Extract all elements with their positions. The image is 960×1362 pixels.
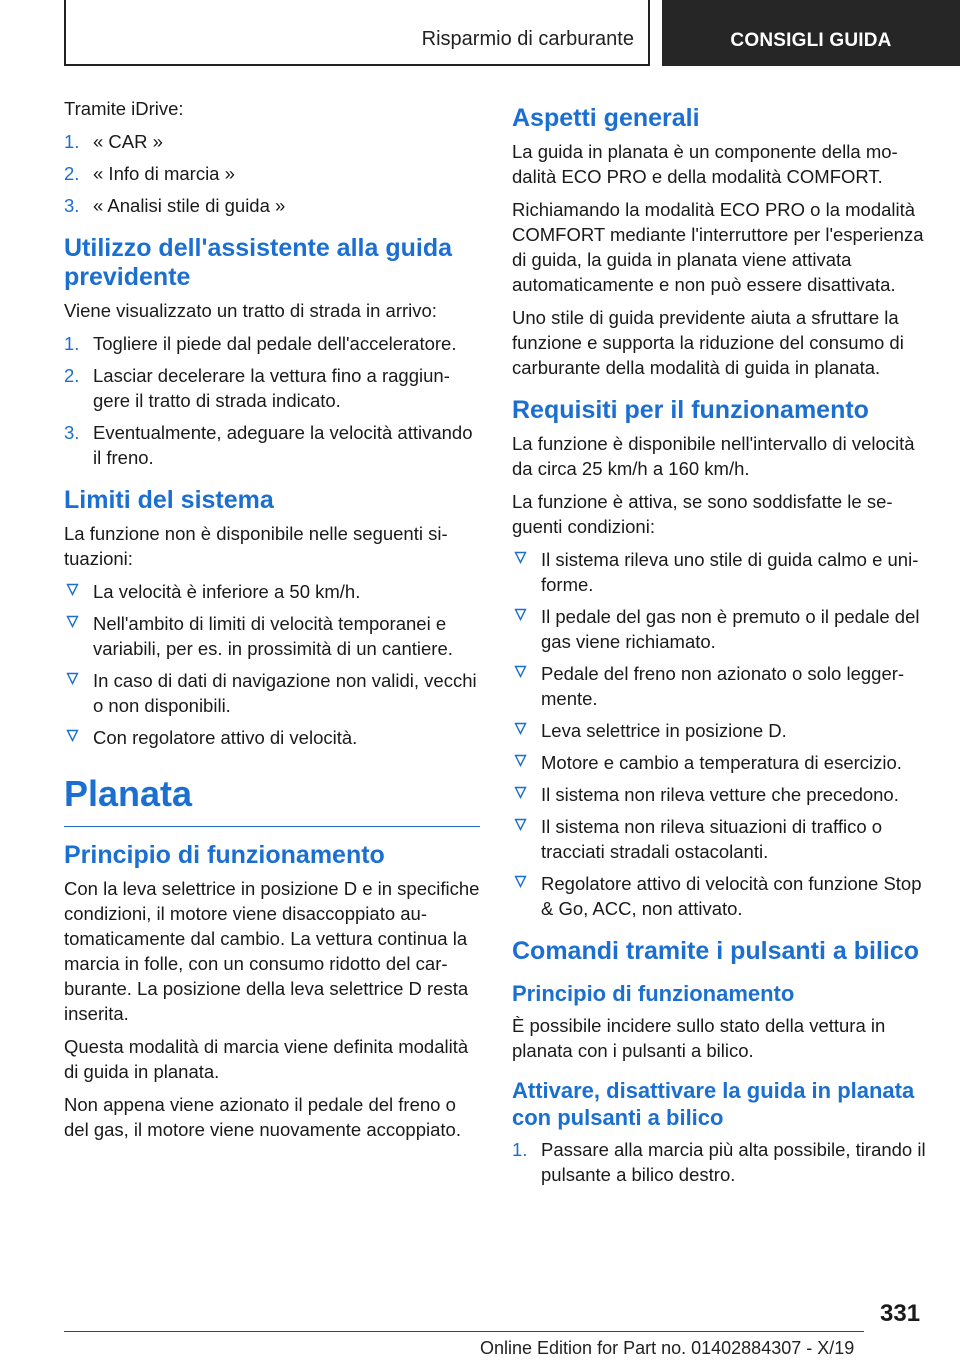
step-number: 1.: [64, 333, 80, 354]
list-item: 1. « CAR »: [64, 131, 163, 152]
list-item: In caso di dati di navigazione non validi, vecchi o non disponibili.: [64, 668, 480, 718]
general-heading: Aspetti generali: [512, 104, 700, 132]
list-item: 2. Lasciar decelerare la vettura fino a raggiungere il tratto di strada indicato.: [64, 365, 450, 411]
general-paragraph-2: Richiamando la modalità ECO PRO o la modalità COMFORT mediante l'interruttore per l'esperienza di guida, la guida in planata viene attivata automaticamente e non può essere disattivata.: [512, 199, 924, 295]
assist-heading: Utilizzo dell'assistente alla guida previdente: [64, 234, 452, 291]
step-number: 3.: [64, 422, 80, 443]
header-frame: [64, 0, 650, 66]
requirements-heading: Requisiti per il funzionamento: [512, 396, 869, 424]
idrive-intro: Tramite iDrive:: [64, 98, 184, 119]
list-item: Il sistema rileva uno stile di guida calmo e uniforme.: [512, 547, 928, 597]
step-number: 1.: [64, 131, 80, 152]
idrive-menu-steps: [64, 129, 480, 218]
right-column: [512, 96, 928, 1195]
general-paragraph-3: Uno stile di guida previdente aiuta a sfruttare la funzione e supporta la riduzione del consumo di carburante della modalità di guida in planata.: [512, 307, 904, 378]
header-chapter-tab: CONSIGLI GUIDA: [662, 0, 960, 66]
paddle-principle-heading: Principio di funzionamento: [512, 981, 795, 1006]
limits-intro: La funzione non è disponibile nelle seguenti situazioni:: [64, 523, 448, 569]
triangle-bullet-icon: [66, 729, 79, 742]
list-item: 1. Togliere il piede dal pedale dell'acceleratore.: [64, 333, 457, 354]
requirements-paragraph-2: La funzione è attiva, se sono soddisfatte le seguenti condizioni:: [512, 491, 893, 537]
list-item: 3. Eventualmente, adeguare la velocità attivando il freno.: [64, 422, 473, 468]
list-item: 1. Passare alla marcia più alta possibile, tirando il pulsante a bilico destro.: [512, 1139, 926, 1185]
triangle-bullet-icon: [514, 608, 527, 621]
footer-divider: [64, 1331, 864, 1332]
activate-steps: [512, 1137, 928, 1187]
list-item: Regolatore attivo di velocità con funzione Stop & Go, ACC, non attivato.: [512, 871, 928, 921]
planata-heading: Planata: [64, 772, 480, 827]
list-item: 3. « Analisi stile di guida »: [64, 195, 286, 216]
list-item: Il sistema non rileva vetture che precedono.: [512, 782, 928, 807]
principle-paragraph-3: Non appena viene azionato il pedale del freno o del gas, il motore viene nuovamente accoppiato.: [64, 1094, 461, 1140]
principle-paragraph-2: Questa modalità di marcia viene definita modalità di guida in planata.: [64, 1036, 469, 1082]
list-item: Con regolatore attivo di velocità.: [64, 725, 480, 750]
requirements-list: [512, 547, 928, 921]
principle-heading: Principio di funzionamento: [64, 841, 385, 869]
principle-paragraph-1: Con la leva selettrice in posizione D e in specifiche condizioni, il motore viene disaccoppiato automaticamente dal cambio. La vettura continua la marcia in folle, con un consumo ridotto del carburante. La posizione della leva selettrice D resta inserita.: [64, 878, 480, 1024]
triangle-bullet-icon: [66, 672, 79, 685]
assist-steps: [64, 331, 480, 470]
triangle-bullet-icon: [514, 665, 527, 678]
step-number: 2.: [64, 365, 80, 386]
step-number: 1.: [512, 1139, 528, 1160]
limits-heading: Limiti del sistema: [64, 486, 274, 514]
footer-edition: Online Edition for Part no. 01402884307 - X/19: [480, 1338, 855, 1358]
activate-heading: Attivare, disattivare la guida in planata con pulsanti a bilico: [512, 1078, 915, 1130]
requirements-paragraph-1: La funzione è disponibile nell'intervallo di velocità da circa 25 km/h a 160 km/h.: [512, 433, 915, 479]
list-item: Motore e cambio a temperatura di esercizio.: [512, 750, 928, 775]
list-item: Il pedale del gas non è premuto o il pedale del gas viene richiamato.: [512, 604, 928, 654]
header-section-title: Risparmio di carburante: [421, 28, 634, 50]
list-item: La velocità è inferiore a 50 km/h.: [64, 579, 480, 604]
triangle-bullet-icon: [514, 818, 527, 831]
list-item: Leva selettrice in posizione D.: [512, 718, 928, 743]
left-column: [64, 96, 480, 1150]
triangle-bullet-icon: [66, 615, 79, 628]
list-item: Nell'ambito di limiti di velocità temporanei e variabili, per es. in prossimità di un cantiere.: [64, 611, 480, 661]
list-item: Il sistema non rileva situazioni di traffico o tracciati stradali ostacolanti.: [512, 814, 928, 864]
triangle-bullet-icon: [514, 551, 527, 564]
step-number: 2.: [64, 163, 80, 184]
triangle-bullet-icon: [514, 722, 527, 735]
list-item: Pedale del freno non azionato o solo leggermente.: [512, 661, 928, 711]
list-item: 2. « Info di marcia »: [64, 163, 235, 184]
limits-list: [64, 579, 480, 750]
step-number: 3.: [64, 195, 80, 216]
triangle-bullet-icon: [514, 875, 527, 888]
general-paragraph-1: La guida in planata è un componente della modalità ECO PRO e della modalità COMFORT.: [512, 141, 898, 187]
paddle-heading: Comandi tramite i pulsanti a bilico: [512, 937, 920, 965]
page-number: 331: [880, 1300, 921, 1327]
triangle-bullet-icon: [514, 754, 527, 767]
assist-intro: Viene visualizzato un tratto di strada in arrivo:: [64, 300, 437, 321]
triangle-bullet-icon: [66, 583, 79, 596]
paddle-principle-paragraph: È possibile incidere sullo stato della vettura in planata con i pulsanti a bilico.: [512, 1015, 886, 1061]
triangle-bullet-icon: [514, 786, 527, 799]
